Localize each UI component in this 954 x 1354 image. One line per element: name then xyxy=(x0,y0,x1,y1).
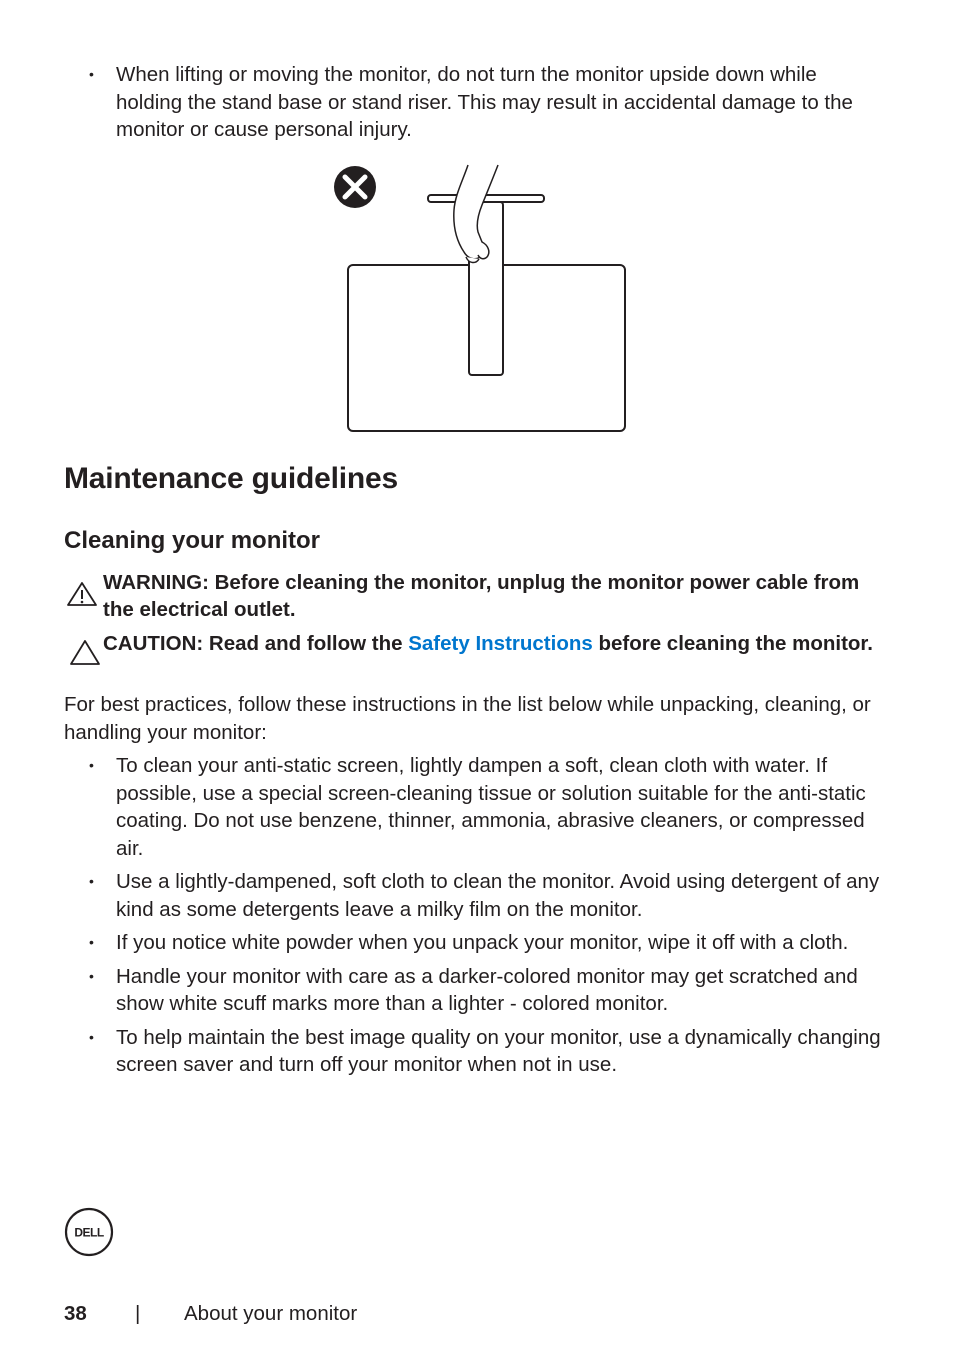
intro-paragraph: For best practices, follow these instructions in the list below while unpacking, cleaning, or handling your monitor: xyxy=(64,693,871,744)
caution-suffix: before cleaning the monitor. xyxy=(592,632,873,655)
bullet-dot: • xyxy=(89,757,94,773)
list-item-text: If you notice white powder when you unpack your monitor, wipe it off with a cloth. xyxy=(116,931,849,954)
list-item xyxy=(0,963,954,1018)
warning-triangle-icon xyxy=(66,581,98,607)
list-item-text: When lifting or moving the monitor, do not turn the monitor upside down while holding the stand base or stand riser. This may result in accidental damage to the monitor or cause personal injury. xyxy=(116,63,853,141)
page-number: 38 xyxy=(64,1302,87,1325)
bullet-dot: • xyxy=(89,934,94,950)
caution-text xyxy=(103,630,893,657)
upside-down-monitor-illustration xyxy=(330,160,630,440)
dell-logo-text: DELL xyxy=(74,1225,104,1240)
list-item-text: Handle your monitor with care as a darker-colored monitor may get scratched and show white scuff marks more than a lighter - colored monitor. xyxy=(116,964,858,1015)
safety-instructions-link[interactable]: Safety Instructions xyxy=(408,632,593,655)
prohibited-icon xyxy=(334,166,376,208)
list-item xyxy=(0,61,954,144)
footer-separator: | xyxy=(135,1302,141,1325)
section-subtitle: Cleaning your monitor xyxy=(64,527,321,554)
dell-logo xyxy=(64,1207,114,1257)
bullet-dot: • xyxy=(89,66,94,82)
footer-section-title: About your monitor xyxy=(184,1302,358,1325)
list-item-text: To help maintain the best image quality on your monitor, use a dynamically changing screen saver and turn off your monitor when not in use. xyxy=(116,1025,881,1076)
list-item xyxy=(0,929,954,957)
page-title: Maintenance guidelines xyxy=(64,462,399,495)
caution-triangle-icon xyxy=(69,639,101,666)
list-item-text: Use a lightly-dampened, soft cloth to clean the monitor. Avoid using detergent of any kind as some detergents leave a milky film on the monitor. xyxy=(116,870,880,921)
bullet-dot: • xyxy=(89,967,94,984)
list-item xyxy=(0,752,954,862)
top-bullet-list xyxy=(0,61,954,144)
warning-text: WARNING: Before cleaning the monitor, unplug the monitor power cable from the electrical outlet. xyxy=(103,571,860,621)
care-bullet-list xyxy=(0,752,954,1079)
list-item xyxy=(0,868,954,923)
bullet-dot: • xyxy=(89,873,94,889)
list-item-text: To clean your anti-static screen, lightly dampen a soft, clean cloth with water. If possible, use a special screen-cleaning tissue or solution suitable for the anti-static coating. Do not use benzene, thinner, ammonia, abrasive cleaners, or compressed air. xyxy=(116,754,866,860)
bullet-dot: • xyxy=(89,1028,94,1045)
list-item xyxy=(0,1024,954,1079)
caution-prefix: CAUTION: Read and follow the xyxy=(103,632,409,655)
